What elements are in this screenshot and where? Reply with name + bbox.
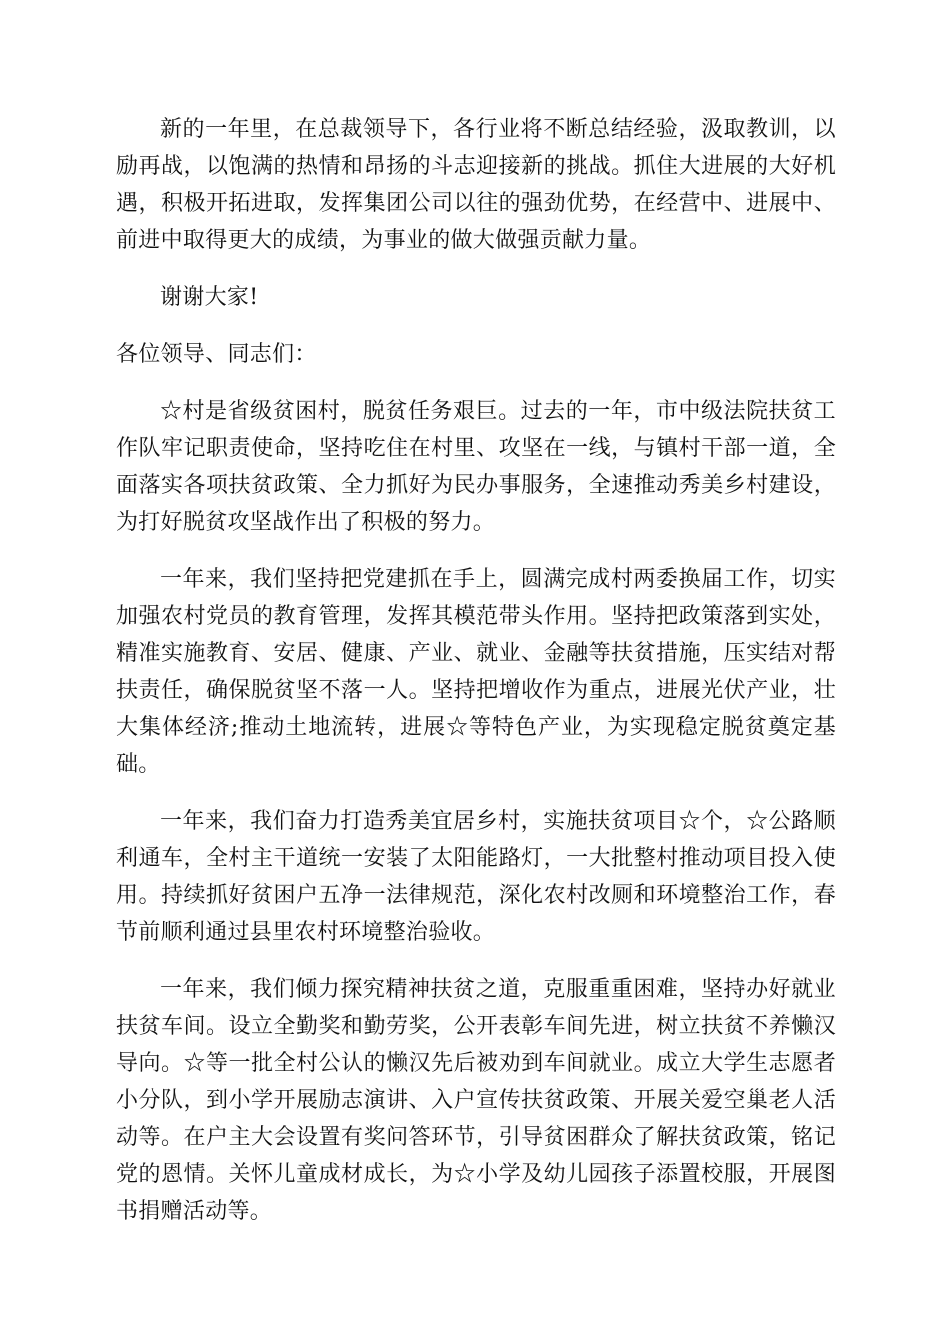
paragraph-greeting: 各位领导、同志们： <box>116 342 317 367</box>
paragraph-spiritual-aid: 一年来，我们倾力探究精神扶贫之道，克服重重困难，坚持办好就业扶贫车间。设立全勤奖和勤劳奖，公开表彰车间先进，树立扶贫不养懒汉导向。☆等一批全村公认的懒汉先后被劝到车间就业。成立大学生志愿者小分队，到小学开展励志演讲、入户宣传扶贫政策、开展关爱空巢老人活动等。在户主大会设置有奖问答环节，引导贫困群众了解扶贫政策，铭记党的恩情。关怀儿童成材成长，为☆小学及幼儿园孩子添置校服，开展图书捐赠活动等。 <box>116 977 836 1224</box>
paragraph-village-intro: ☆村是省级贫困村，脱贫任务艰巨。过去的一年，市中级法院扶贫工作队牢记职责使命，坚持吃住在村里、攻坚在一线，与镇村干部一道，全面落实各项扶贫政策、全力抓好为民办事服务，全速推动秀美乡村建设，为打好脱贫攻坚战作出了积极的努力。 <box>116 399 836 535</box>
paragraph-thanks: 谢谢大家! <box>160 285 259 310</box>
paragraph-new-year: 新的一年里，在总裁领导下，各行业将不断总结经验，汲取教训，以励再战，以饱满的热情和昂扬的斗志迎接新的挑战。抓住大进展的大好机遇，积极开拓进取，发挥集团公司以往的强劲优势，在经营中、进展中、前进中取得更大的成绩，为事业的做大做强贡献力量。 <box>116 117 836 253</box>
paragraph-party-building: 一年来，我们坚持把党建抓在手上，圆满完成村两委换届工作，切实加强农村党员的教育管理，发挥其模范带头作用。坚持把政策落到实处，精准实施教育、安居、健康、产业、就业、金融等扶贫措施，压实结对帮扶责任，确保脱贫坚不落一人。坚持把增收作为重点，进展光伏产业，壮大集体经济;推动土地流转，进展☆等特色产业，为实现稳定脱贫奠定基础。 <box>116 567 836 777</box>
paragraph-village-construction: 一年来，我们奋力打造秀美宜居乡村，实施扶贫项目☆个，☆公路顺利通车，全村主干道统一安装了太阳能路灯，一大批整村推动项目投入使用。持续抓好贫困户五净一法律规范，深化农村改厕和环境整治工作，春节前顺利通过县里农村环境整治验收。 <box>116 809 836 945</box>
document-body <box>116 111 836 1250</box>
